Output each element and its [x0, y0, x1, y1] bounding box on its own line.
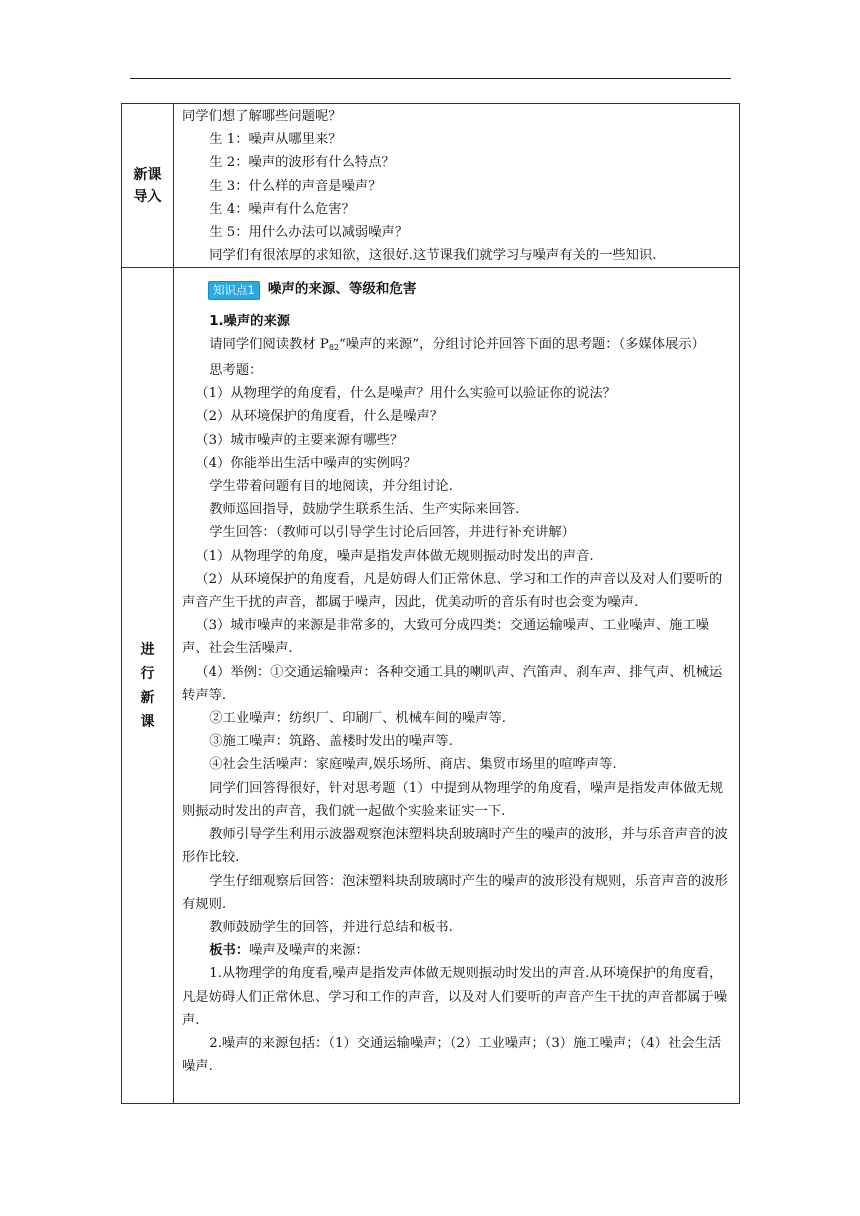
intro-line: 生 4：噪声有什么危害？	[209, 201, 355, 217]
main-label-char: 行	[140, 665, 155, 682]
lesson-table	[121, 103, 740, 1104]
knowledge-point-badge: 知识点1	[208, 281, 260, 300]
paragraph: 学生仔细观察后回答：泡沫塑料块刮玻璃时产生的噪声的波形没有规则，乐音声音的波形有规则.	[182, 873, 728, 912]
question: （4）你能举出生活中噪声的实例吗？	[195, 455, 417, 471]
board-label: 板书：	[209, 943, 250, 959]
reading-suffix: “噪声的来源”，分组讨论并回答下面的思考题：（多媒体展示）	[339, 336, 705, 352]
reading-prefix: 请同学们阅读教材 P	[209, 336, 329, 352]
intro-content	[174, 104, 740, 268]
main-label-char: 进	[140, 641, 155, 658]
intro-label	[122, 104, 174, 268]
intro-line: 生 3：什么样的声音是噪声？	[209, 178, 382, 194]
paragraph: 学生带着问题有目的地阅读，并分组讨论.	[209, 479, 453, 495]
question: （2）从环境保护的角度看，什么是噪声？	[195, 409, 444, 425]
reading-page: 82	[328, 342, 339, 352]
intro-label-line1: 新课	[133, 166, 162, 183]
example: ③施工噪声：筑路、盖楼时发出的噪声等.	[209, 734, 453, 750]
reading-paragraph	[182, 333, 729, 359]
knowledge-point-title: 噪声的来源、等级和危害	[267, 281, 417, 298]
think-label: 思考题：	[209, 363, 263, 379]
main-label-char: 课	[140, 713, 155, 730]
intro-row	[122, 104, 740, 268]
main-content	[174, 268, 740, 1104]
paragraph: 教师鼓励学生的回答，并进行总结和板书.	[209, 919, 453, 935]
section-heading: 1.噪声的来源	[209, 313, 291, 329]
intro-label-line2: 导入	[133, 188, 162, 205]
board-item: 1.从物理学的角度看,噪声是指发声体做无规则振动时发出的声音.从环境保护的角度看，凡是妨碍人们正常休息、学习和工作的声音，以及对人们要听的声音产生干扰的声音都属于噪声.	[182, 966, 728, 1028]
intro-line: 生 5：用什么办法可以减弱噪声？	[209, 225, 409, 241]
paragraph: 学生回答：（教师可以引导学生讨论后回答，并进行补充讲解）	[209, 525, 575, 541]
answer: （2）从环境保护的角度看，凡是妨碍人们正常休息、学习和工作的声音以及对人们要听的声音产生干扰的声音，都属于噪声，因此，优美动听的音乐有时也会变为噪声.	[182, 571, 723, 611]
example: ④社会生活噪声：家庭噪声,娱乐场所、商店、集贸市场里的喧哗声等.	[209, 757, 617, 773]
main-row	[122, 268, 740, 1104]
board-item: 2.噪声的来源包括：（1）交通运输噪声；（2）工业噪声；（3）施工噪声；（4）社会生活噪声.	[182, 1035, 722, 1075]
intro-line: 生 2：噪声的波形有什么特点？	[209, 155, 395, 171]
header-rule	[130, 78, 731, 79]
answer: （1）从物理学的角度，噪声是指发声体做无规则振动时发出的声音.	[195, 548, 594, 564]
intro-line: 生 1：噪声从哪里来？	[209, 132, 342, 148]
intro-line: 同学们想了解哪些问题呢？	[182, 109, 342, 124]
knowledge-point-header	[208, 278, 729, 301]
main-label	[122, 268, 174, 1104]
paragraph: 教师引导学生利用示波器观察泡沫塑料块刮玻璃时产生的噪声的波形，并与乐音声音的波形作比较.	[182, 827, 728, 866]
board-heading	[182, 939, 729, 962]
question: （3）城市噪声的主要来源有哪些？	[195, 432, 404, 448]
paragraph: 同学们回答得很好，针对思考题（1）中提到从物理学的角度看，噪声是指发声体做无规则振动时发出的声音，我们就一起做个实验来证实一下.	[182, 780, 723, 819]
example: ②工业噪声：纺织厂、印刷厂、机械车间的噪声等.	[209, 711, 507, 727]
paragraph: 教师巡回指导，鼓励学生联系生活、生产实际来回答.	[209, 502, 520, 518]
answer: （4）举例：①交通运输噪声：各种交通工具的喇叭声、汽笛声、刹车声、排气声、机械运转声等.	[182, 664, 723, 703]
answer: （3）城市噪声的来源是非常多的，大致可分成四类：交通运输噪声、工业噪声、施工噪声、社会生活噪声.	[182, 618, 710, 657]
main-label-char: 新	[140, 689, 155, 706]
intro-line: 同学们有很浓厚的求知欲，这很好.这节课我们就学习与噪声有关的一些知识.	[209, 248, 657, 264]
board-title: 噪声及噪声的来源：	[249, 943, 369, 959]
question: （1）从物理学的角度看，什么是噪声？用什么实验可以验证你的说法？	[195, 386, 616, 402]
